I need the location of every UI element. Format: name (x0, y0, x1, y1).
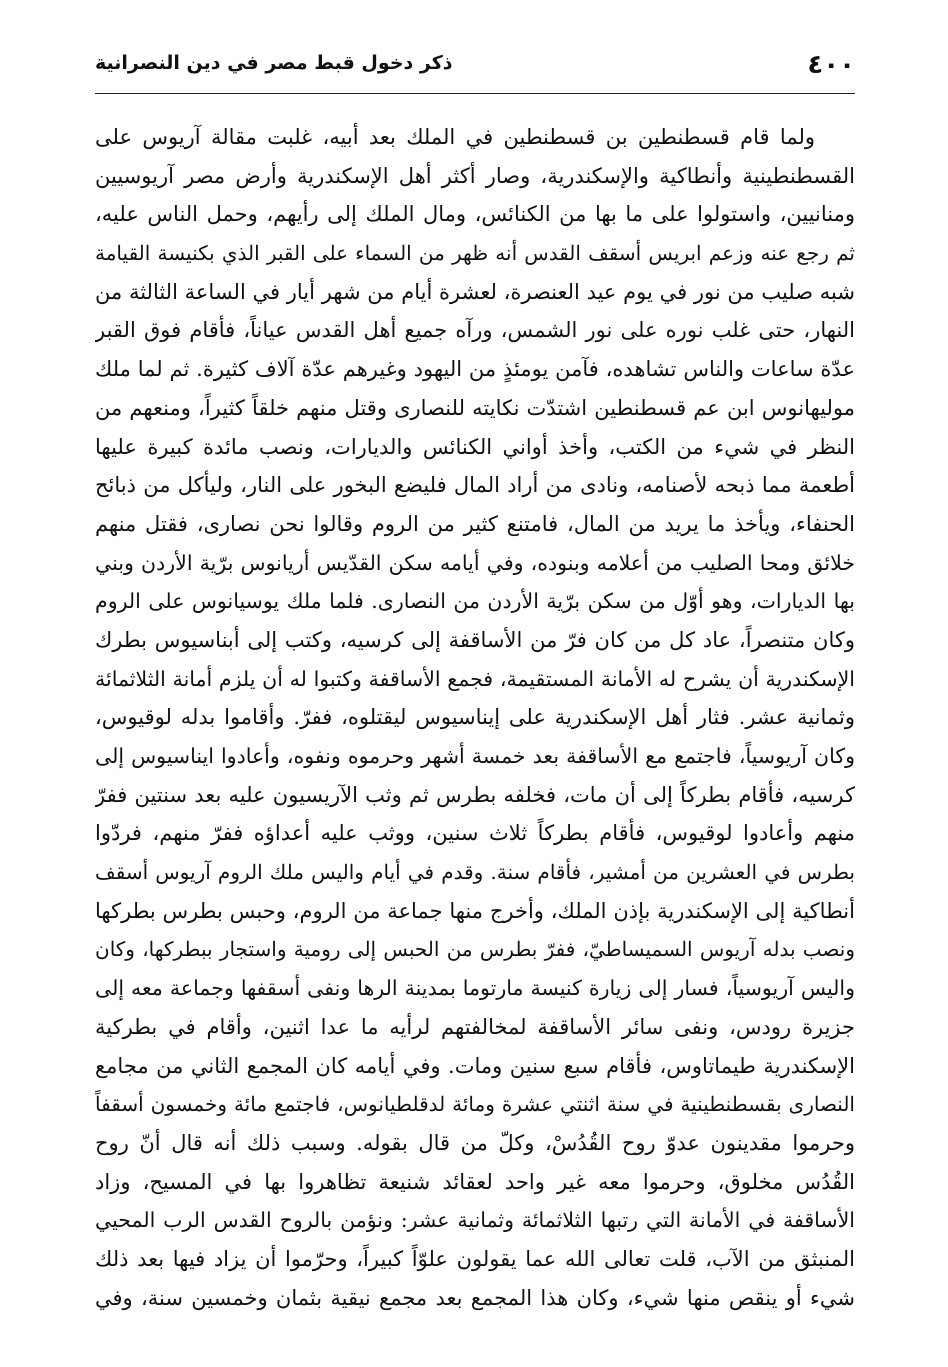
text-line: الأساقفة في الأمانة التي رتبها الثلاثمائة وثمانية عشر: ونؤمن بالروح القدس الرب المحيي (95, 1208, 855, 1233)
text-line: أطعمة مما ذبحه لأصنامه، ونادى من أراد المال فليضع البخور على النار، وليأكل من ذبائح (95, 473, 855, 498)
body-text (95, 118, 855, 1317)
text-line: ثم رجع عنه وزعم ابريس أسقف القدس أنه ظهر من السماء على القبر الذي بكنيسة القيامة (95, 241, 855, 266)
text-line: ولما قام قسطنطين بن قسطنطين في الملك بعد أبيه، غلبت مقالة آريوس على (95, 125, 815, 149)
text-line: النهار، حتى غلب نوره على نور الشمس، ورآه جميع أهل القدس عياناً، فأقام فوق القبر (95, 318, 855, 343)
header-rule (95, 93, 855, 94)
text-line: عدّة ساعات والناس تشاهده، فآمن يومئذٍ من اليهود وغيرهم عدّة آلاف كثيرة. ثم لما ملك (95, 357, 855, 382)
running-title: ذكر دخول قبط مصر في دين النصرانية (95, 52, 453, 74)
text-line: وثمانية عشر. فثار أهل الإسكندرية على إيناسيوس ليقتلوه، ففرّ. وأقاموا بدله لوقيوس، (95, 705, 855, 730)
text-line: شيء أو ينقص منها شيء، وكان هذا المجمع بعد مجمع نيقية بثمان وخمسين سنة، وفي (95, 1285, 855, 1310)
text-line: القسطنطينية وأنطاكية والإسكندرية، وصار أكثر أهل الإسكندرية وأرض مصر آريوسيين (95, 163, 855, 188)
text-line: القُدُس مخلوق، وحرموا معه غير واحد لعقائد شنيعة تظاهروا بها في المسيح، وزاد (95, 1169, 855, 1194)
text-line: بها الديارات، وهو أوّل من سكن برّية الأردن من النصارى. فلما ملك يوسيانوس على الروم (95, 589, 855, 614)
text-line: شبه صليب من نور في يوم عيد العنصرة، لعشرة أيام من شهر أيار في الساعة الثالثة من (95, 279, 855, 304)
text-line: النظر في شيء من الكتب، وأخذ أواني الكنائس والديارات، ونصب مائدة كبيرة عليها (95, 434, 855, 459)
text-line: وكان متنصراً، عاد كل من كان فرّ من الأساقفة إلى كرسيه، وكتب إلى أبناسيوس بطرك (95, 627, 855, 652)
text-line: ومنانيين، واستولوا على ما بها من الكنائس، ومال الملك إلى رأيهم، وحمل الناس عليه، (95, 202, 855, 227)
text-line: أنطاكية إلى الإسكندرية بإذن الملك، وأخرج منها جماعة من الروم، وحبس بطرس بطركها (95, 898, 855, 923)
text-line: الإسكندرية أن يشرح له الأمانة المستقيمة، فجمع الأساقفة وكتبوا له أن يلزم أمانة الثلاثمائة (95, 666, 855, 691)
text-line: وكان آريوسياً، فاجتمع مع الأساقفة بعد خمسة أشهر وحرموه ونفوه، وأعادوا ايناسيوس إلى (95, 744, 855, 768)
text-line: جزيرة رودس، ونفى سائر الأساقفة لمخالفتهم لرأيه ما عدا اثنين، وأقام في بطركية (95, 1014, 855, 1039)
text-line: منهم وأعادوا لوقيوس، فأقام بطركاً ثلاث سنين، ووثب عليه أعداؤه ففرّ منهم، فردّوا (95, 821, 855, 846)
page-header (95, 44, 855, 94)
text-line: ونصب بدله آريوس السميساطيّ، ففرّ بطرس من الحبس إلى رومية واستجار ببطركها، وكان (95, 937, 855, 962)
text-line: بطرس في العشرين من أمشير، فأقام سنة. وقدم في أيام واليس ملك الروم آريوس أسقف (95, 860, 855, 885)
text-line: وحرموا مقدينون عدوّ روح القُدُسْ، وكلّ من قال بقوله. وسبب ذلك أنه قال أنّ روح (95, 1130, 855, 1155)
text-line: النصارى بقسطنطينية في سنة اثنتي عشرة ومائة لدقلطيانوس، فاجتمع مائة وخمسون أسقفاً (95, 1092, 855, 1117)
text-line: الحنفاء، ويأخذ ما يريد من المال، فامتنع كثير من الروم وقالوا نحن نصارى، فقتل منهم (95, 511, 855, 536)
text-line: كرسيه، فأقام بطركاً إلى أن مات، فخلفه بطرس ثم وثب الآريسيون عليه بعد سنتين ففرّ (95, 782, 855, 807)
page-number: ٤٠٠ (807, 50, 855, 80)
text-line: المنبثق من الآب، قلت تعالى الله عما يقولون علوّاً كبيراً، وحرّموا أن يزاد فيها بعد ذلك (95, 1246, 855, 1271)
text-line: واليس آريوسياً، فسار إلى زيارة كنيسة مارتوما بمدينة الرها ونفى أسقفها وجماعة معه إلى (95, 976, 855, 1001)
text-line: موليهانوس ابن عم قسطنطين اشتدّت نكايته للنصارى وقتل منهم خلقاً كثيراً، ومنعهم من (95, 395, 855, 420)
text-line: الإسكندرية طيماتاوس، فأقام سبع سنين ومات. وفي أيامه كان المجمع الثاني من مجامع (95, 1053, 855, 1078)
text-line: خلائق ومحا الصليب من أعلامه وبنوده، وفي أيامه سكن القدّيس أريانوس برّية الأردن وبني (95, 550, 855, 575)
